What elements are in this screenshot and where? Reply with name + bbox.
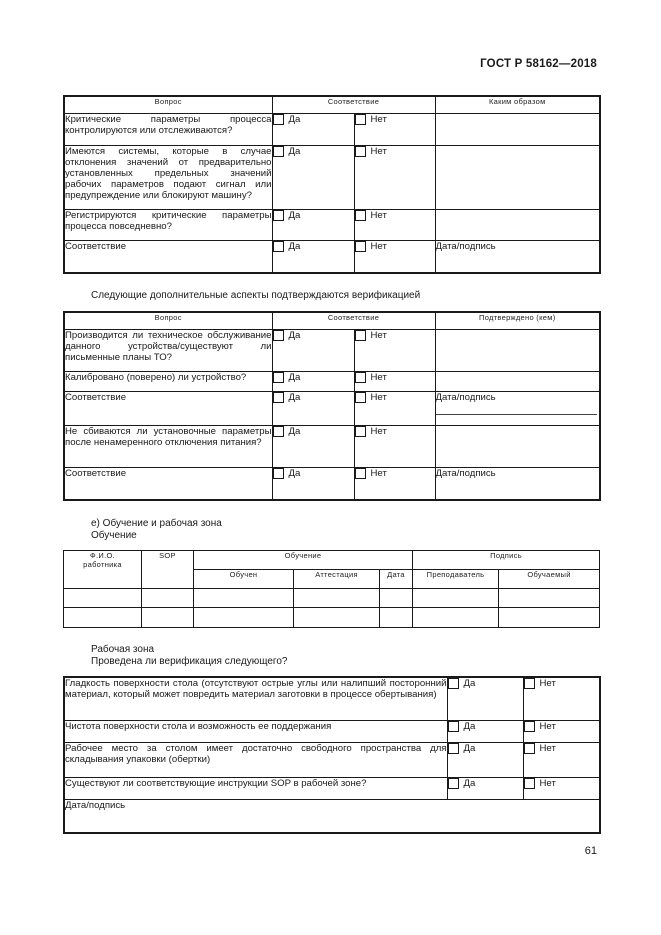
- column-header-teacher: Преподаватель: [413, 570, 499, 589]
- checkbox-icon[interactable]: [355, 241, 366, 252]
- how-cell[interactable]: [435, 114, 600, 146]
- date-signature-label: Дата/подпись: [435, 392, 496, 403]
- workzone-table: [63, 676, 601, 834]
- table-row: [64, 589, 600, 608]
- answer-no[interactable]: [354, 426, 435, 468]
- date-signature-cell[interactable]: Дата/подпись: [435, 468, 600, 500]
- answer-yes[interactable]: [272, 426, 354, 468]
- answer-yes[interactable]: [272, 114, 354, 146]
- column-header-trainee: Обучаемый: [499, 570, 600, 589]
- workzone-question: Проведена ли верификация следующего?: [91, 656, 288, 667]
- yes-label: Да: [288, 372, 301, 383]
- confirmed-by-cell[interactable]: [435, 372, 600, 392]
- question-cell: Гладкость поверхности стола (отсутствуют острые углы или налипший посторонний материал, который может повредить материал заготовки в процессе обертывания): [64, 677, 447, 720]
- checkbox-icon[interactable]: [273, 241, 284, 252]
- question-cell: Производится ли техническое обслуживание данного устройства/существуют ли письменные планы ТО?: [64, 330, 272, 372]
- yes-label: Да: [288, 146, 301, 157]
- checkbox-icon[interactable]: [355, 426, 366, 437]
- checkbox-icon[interactable]: [355, 114, 366, 125]
- yes-label: Да: [288, 210, 301, 221]
- page-number: 61: [584, 845, 597, 857]
- section-intro: Следующие дополнительные аспекты подтверждаются верификацией: [91, 290, 421, 301]
- no-label: Нет: [370, 210, 387, 221]
- answer-no[interactable]: [523, 777, 600, 799]
- table-cell[interactable]: [64, 608, 142, 628]
- no-label: Нет: [370, 372, 387, 383]
- worker-label: работника: [83, 560, 122, 569]
- no-label: Нет: [370, 468, 387, 479]
- how-cell[interactable]: [435, 146, 600, 210]
- section-subtitle: Обучение: [91, 530, 137, 541]
- checkbox-icon[interactable]: [448, 743, 459, 754]
- checkbox-icon[interactable]: [273, 210, 284, 221]
- training-table: [63, 550, 600, 628]
- checkbox-icon[interactable]: [524, 721, 535, 732]
- table-cell[interactable]: [64, 589, 142, 608]
- checkbox-icon[interactable]: [355, 468, 366, 479]
- checkbox-icon[interactable]: [355, 146, 366, 157]
- no-label: Нет: [370, 392, 387, 403]
- question-cell: Не сбиваются ли установочные параметры после ненамеренного отключения питания?: [64, 426, 272, 468]
- table-cell[interactable]: [194, 608, 294, 628]
- answer-no[interactable]: [354, 392, 435, 426]
- checkbox-icon[interactable]: [355, 330, 366, 341]
- answer-no[interactable]: [523, 742, 600, 777]
- checkbox-icon[interactable]: [448, 778, 459, 789]
- checkbox-icon[interactable]: [524, 743, 535, 754]
- yes-label: Да: [463, 777, 476, 789]
- table-cell[interactable]: [380, 608, 413, 628]
- answer-no[interactable]: [523, 720, 600, 742]
- column-header-trained: Обучен: [194, 570, 294, 589]
- table-cell[interactable]: [499, 589, 600, 608]
- how-cell[interactable]: [435, 210, 600, 241]
- checkbox-icon[interactable]: [273, 372, 284, 383]
- table-cell[interactable]: [413, 589, 499, 608]
- answer-no[interactable]: [354, 330, 435, 372]
- column-header-compliance: Соответствие: [272, 96, 435, 114]
- checkbox-icon[interactable]: [273, 426, 284, 437]
- yes-label: Да: [463, 742, 476, 754]
- compliance-row-label: Соответствие: [64, 392, 272, 426]
- checkbox-icon[interactable]: [273, 330, 284, 341]
- answer-yes[interactable]: [272, 210, 354, 241]
- column-header-name: [64, 551, 142, 589]
- date-signature-cell[interactable]: Дата/подпись: [435, 241, 600, 273]
- checkbox-icon[interactable]: [524, 678, 535, 689]
- column-header-question: Вопрос: [64, 312, 272, 330]
- answer-yes[interactable]: [272, 330, 354, 372]
- answer-no[interactable]: [354, 114, 435, 146]
- answer-no[interactable]: [354, 372, 435, 392]
- column-header-compliance: Соответствие: [272, 312, 435, 330]
- answer-yes[interactable]: [272, 468, 354, 500]
- no-label: Нет: [539, 720, 556, 732]
- answer-yes[interactable]: [447, 777, 523, 799]
- question-cell: Рабочее место за столом имеет достаточно свободного пространства для складывания упаковки (обертки): [64, 742, 447, 777]
- question-cell: Чистота поверхности стола и возможность ее поддержания: [64, 720, 447, 742]
- compliance-row-label: Соответствие: [64, 468, 272, 500]
- answer-no[interactable]: [354, 241, 435, 273]
- date-signature-cell[interactable]: Дата/подпись: [64, 799, 600, 833]
- answer-yes[interactable]: [272, 241, 354, 273]
- column-header-signature: Подпись: [413, 551, 600, 570]
- answer-yes[interactable]: [272, 146, 354, 210]
- question-cell: Регистрируются критические параметры процесса повседневно?: [64, 210, 272, 241]
- document-code: ГОСТ Р 58162—2018: [480, 58, 597, 70]
- yes-label: Да: [288, 241, 301, 252]
- table-cell[interactable]: [499, 608, 600, 628]
- answer-no[interactable]: [354, 468, 435, 500]
- column-header-date: Дата: [380, 570, 413, 589]
- checkbox-icon[interactable]: [355, 372, 366, 383]
- verification-table-parameters: [63, 95, 601, 274]
- checkbox-icon[interactable]: [273, 146, 284, 157]
- question-cell: Имеются системы, которые в случае отклонения значений от предварительно установленных предельных значений рабочих параметров подают сигнал или предупреждение или блокируют машину?: [64, 146, 272, 210]
- section-title: е) Обучение и рабочая зона: [91, 518, 222, 529]
- answer-yes[interactable]: [447, 742, 523, 777]
- answer-no[interactable]: [354, 210, 435, 241]
- column-header-confirmed-by: Подтверждено (кем): [435, 312, 600, 330]
- answer-no[interactable]: [354, 146, 435, 210]
- checkbox-icon[interactable]: [273, 468, 284, 479]
- table-cell[interactable]: [142, 589, 194, 608]
- column-header-question: Вопрос: [64, 96, 272, 114]
- no-label: Нет: [539, 742, 556, 754]
- question-cell: Калибровано (поверено) ли устройство?: [64, 372, 272, 392]
- checkbox-icon[interactable]: [273, 114, 284, 125]
- question-cell: Критические параметры процесса контролируются или отслеживаются?: [64, 114, 272, 146]
- checkbox-icon[interactable]: [524, 778, 535, 789]
- no-label: Нет: [370, 241, 387, 252]
- column-header-training: Обучение: [194, 551, 413, 570]
- table-cell[interactable]: [194, 589, 294, 608]
- yes-label: Да: [463, 720, 476, 732]
- column-header-attestation: Аттестация: [294, 570, 380, 589]
- checkbox-icon[interactable]: [448, 721, 459, 732]
- no-label: Нет: [370, 146, 387, 157]
- table-row: [64, 608, 600, 628]
- column-header-how: Каким образом: [435, 96, 600, 114]
- yes-label: Да: [288, 392, 301, 403]
- yes-label: Да: [288, 468, 301, 479]
- table-cell[interactable]: [294, 608, 380, 628]
- no-label: Нет: [370, 330, 387, 341]
- no-label: Нет: [539, 777, 556, 789]
- answer-yes[interactable]: [447, 720, 523, 742]
- table-cell[interactable]: [413, 608, 499, 628]
- yes-label: Да: [288, 330, 301, 341]
- confirmed-by-cell[interactable]: [435, 330, 600, 372]
- workzone-title: Рабочая зона: [91, 644, 155, 655]
- answer-yes[interactable]: [447, 677, 523, 720]
- date-signature-cell[interactable]: [435, 392, 600, 426]
- yes-label: Да: [288, 114, 301, 125]
- checkbox-icon[interactable]: [355, 210, 366, 221]
- confirmed-by-cell[interactable]: [435, 426, 600, 468]
- answer-no[interactable]: [523, 677, 600, 720]
- yes-label: Да: [463, 678, 476, 689]
- table-cell[interactable]: [294, 589, 380, 608]
- answer-yes[interactable]: [272, 372, 354, 392]
- no-label: Нет: [370, 426, 387, 437]
- compliance-row-label: Соответствие: [64, 241, 272, 273]
- table-cell[interactable]: [380, 589, 413, 608]
- yes-label: Да: [288, 426, 301, 437]
- signature-line: [436, 414, 598, 415]
- table-cell[interactable]: [142, 608, 194, 628]
- no-label: Нет: [539, 678, 556, 689]
- answer-yes[interactable]: [272, 392, 354, 426]
- question-cell: Существуют ли соответствующие инструкции SOP в рабочей зоне?: [64, 777, 447, 799]
- checkbox-icon[interactable]: [273, 392, 284, 403]
- column-header-sop: SOP: [142, 551, 194, 589]
- no-label: Нет: [370, 114, 387, 125]
- checkbox-icon[interactable]: [448, 678, 459, 689]
- verification-table-device: [63, 311, 601, 501]
- fio-label: Ф.И.О.: [90, 551, 115, 560]
- checkbox-icon[interactable]: [355, 392, 366, 403]
